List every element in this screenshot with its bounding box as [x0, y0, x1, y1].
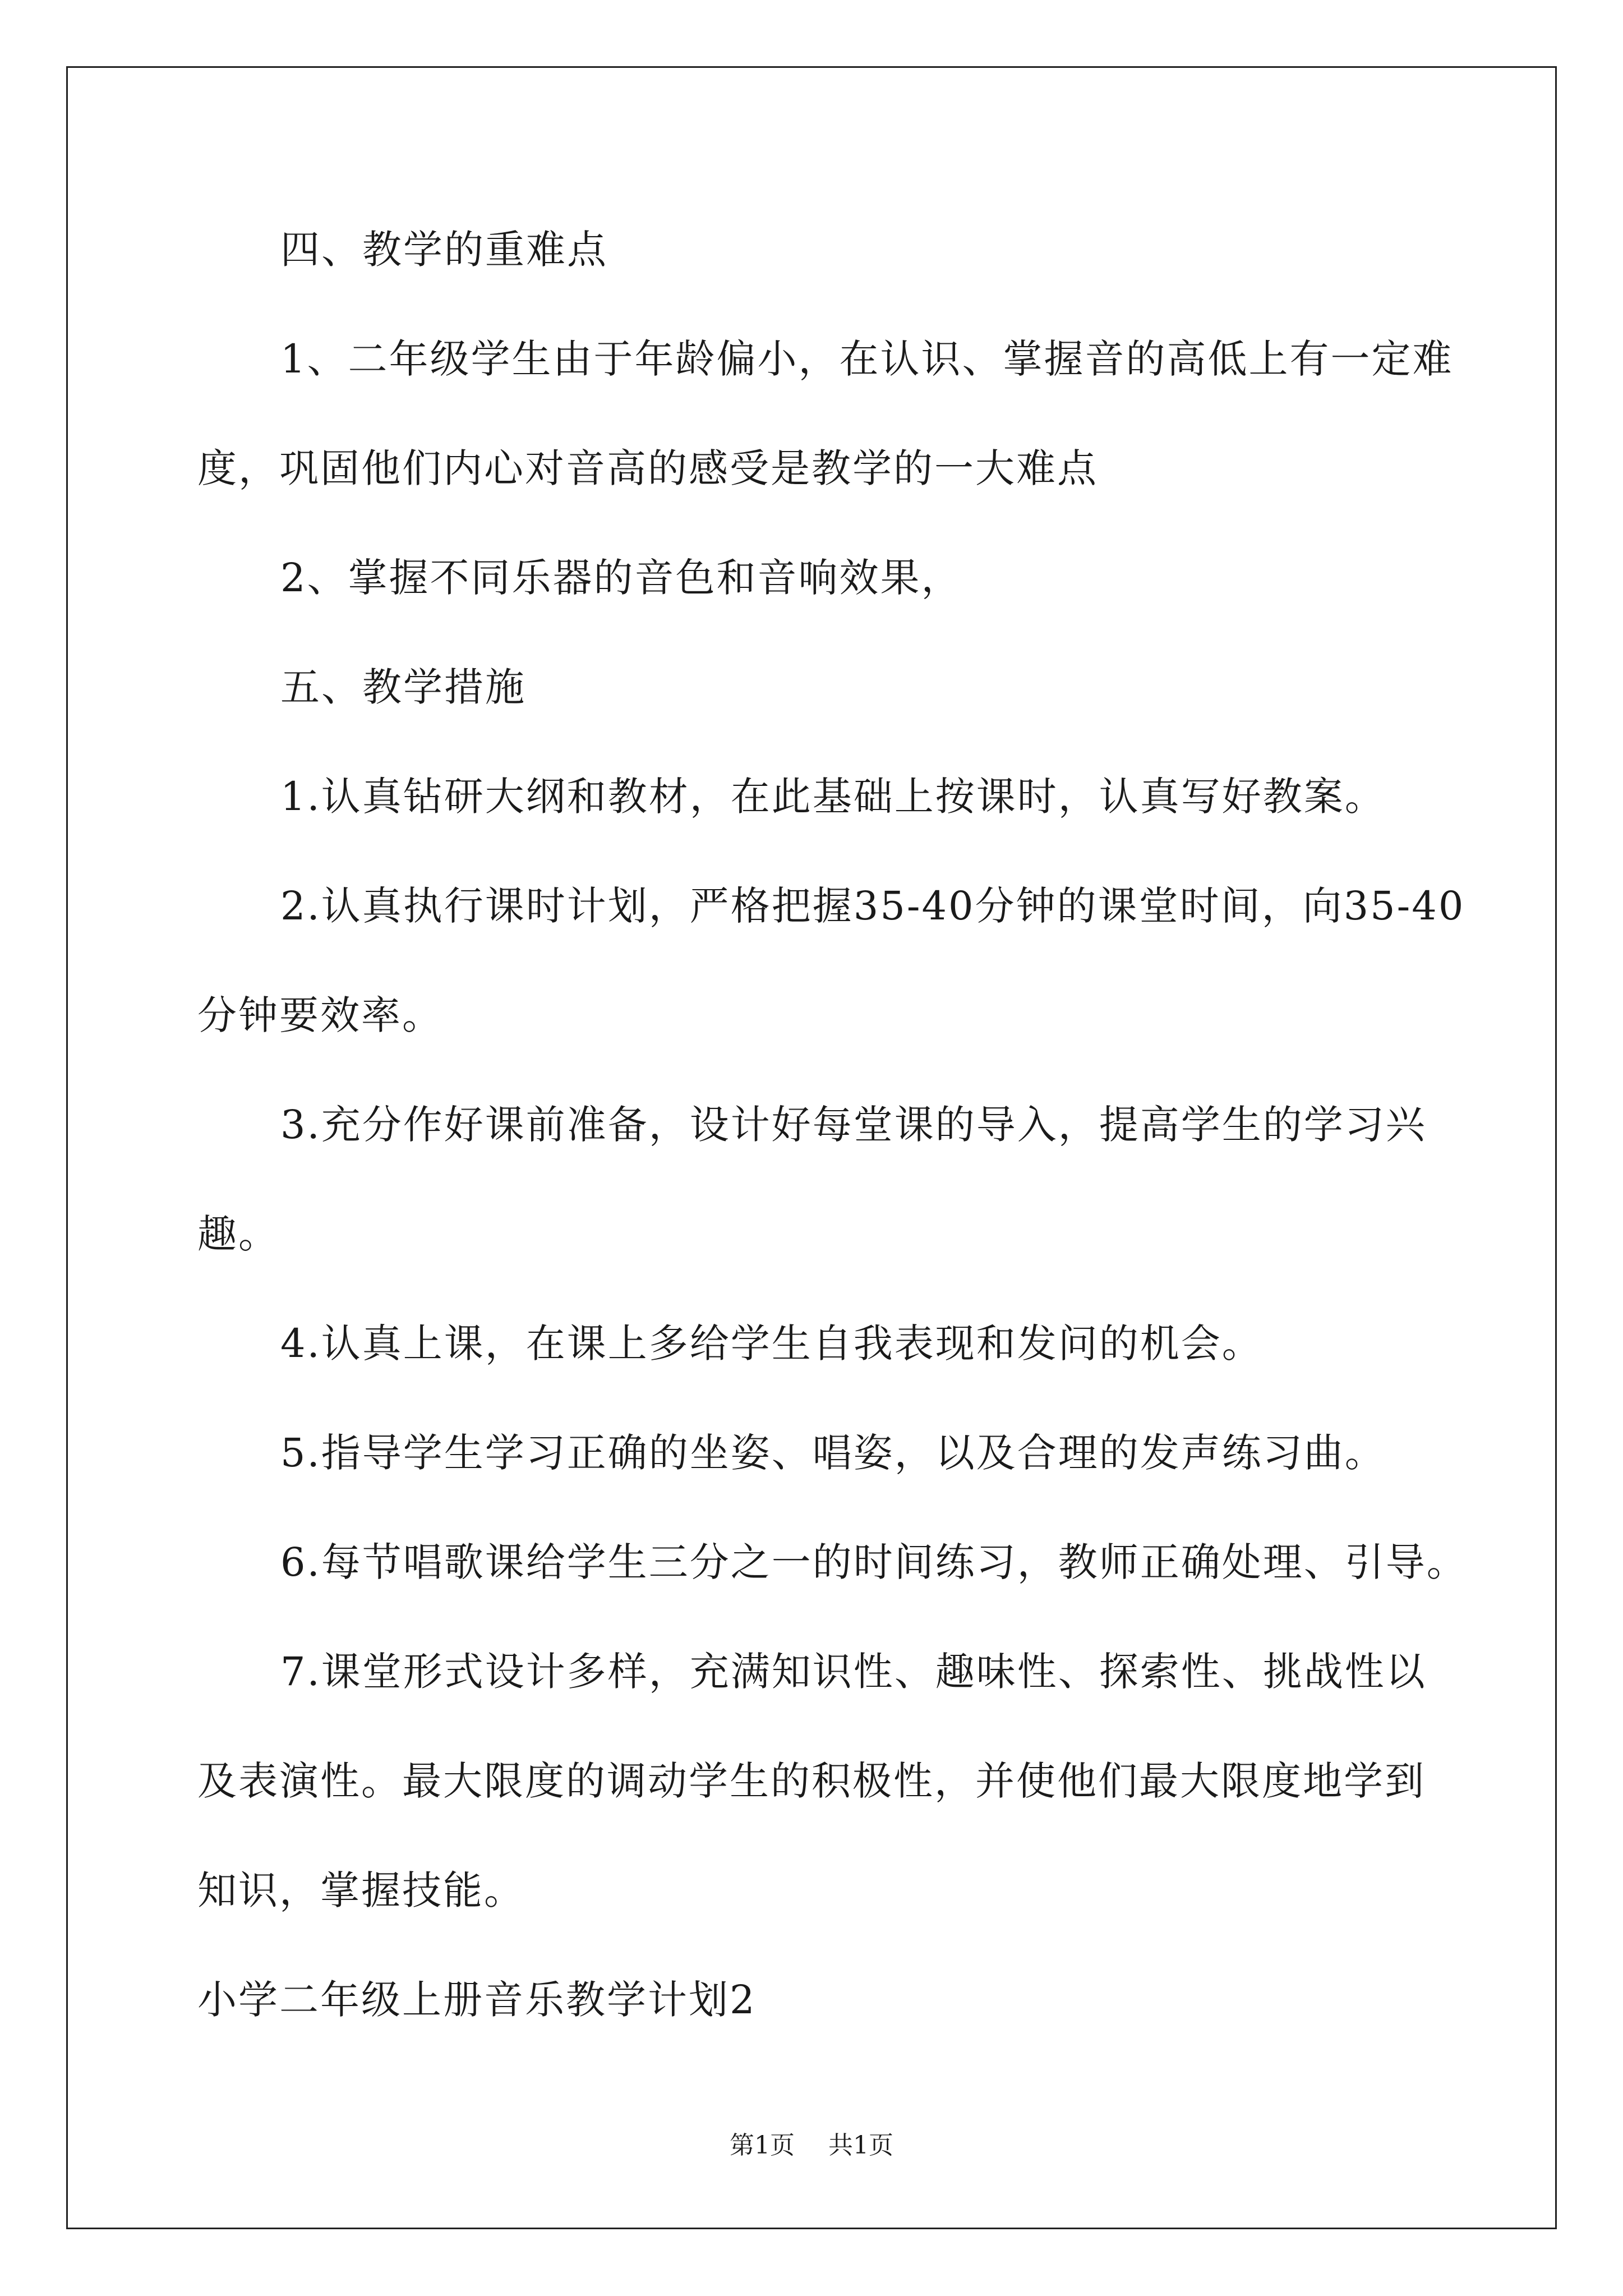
- paragraph-line: 2.认真执行课时计划，严格把握35-40分钟的课堂时间，向35-40: [280, 883, 1465, 929]
- paragraph-line: 5.指导学生学习正确的坐姿、唱姿，以及合理的发声练习曲。: [280, 1430, 1386, 1476]
- paragraph-line: 3.充分作好课前准备，设计好每堂课的导入，提高学生的学习兴: [280, 1102, 1427, 1148]
- total-pages: 共1页: [828, 2131, 893, 2160]
- paragraph-line: 分钟要效率。: [197, 992, 443, 1038]
- paragraph-line: 趣。: [197, 1211, 279, 1257]
- paragraph-line: 1、二年级学生由于年龄偏小，在认识、掌握音的高低上有一定难: [280, 336, 1454, 382]
- paragraph-line: 度，巩固他们内心对音高的感受是教学的一大难点: [197, 445, 1098, 491]
- page-number: 第1页: [730, 2131, 795, 2160]
- paragraph-line: 7.课堂形式设计多样，充满知识性、趣味性、探索性、挑战性以: [280, 1649, 1427, 1695]
- paragraph-line: 4.认真上课，在课上多给学生自我表现和发问的机会。: [280, 1320, 1263, 1366]
- section-heading: 四、教学的重难点: [280, 227, 608, 273]
- document-subtitle: 小学二年级上册音乐教学计划2: [197, 1977, 757, 2023]
- page-footer: [0, 2129, 1623, 2162]
- paragraph-line: 6.每节唱歌课给学生三分之一的时间练习，教师正确处理、引导。: [280, 1539, 1468, 1585]
- paragraph-line: 及表演性。最大限度的调动学生的积极性，并使他们最大限度地学到: [197, 1758, 1426, 1804]
- paragraph-line: 1.认真钻研大纲和教材，在此基础上按课时，认真写好教案。: [280, 774, 1386, 820]
- paragraph-line: 知识，掌握技能。: [197, 1867, 525, 1913]
- section-heading: 五、教学措施: [280, 664, 526, 710]
- paragraph-line: 2、掌握不同乐器的音色和音响效果，: [280, 555, 962, 601]
